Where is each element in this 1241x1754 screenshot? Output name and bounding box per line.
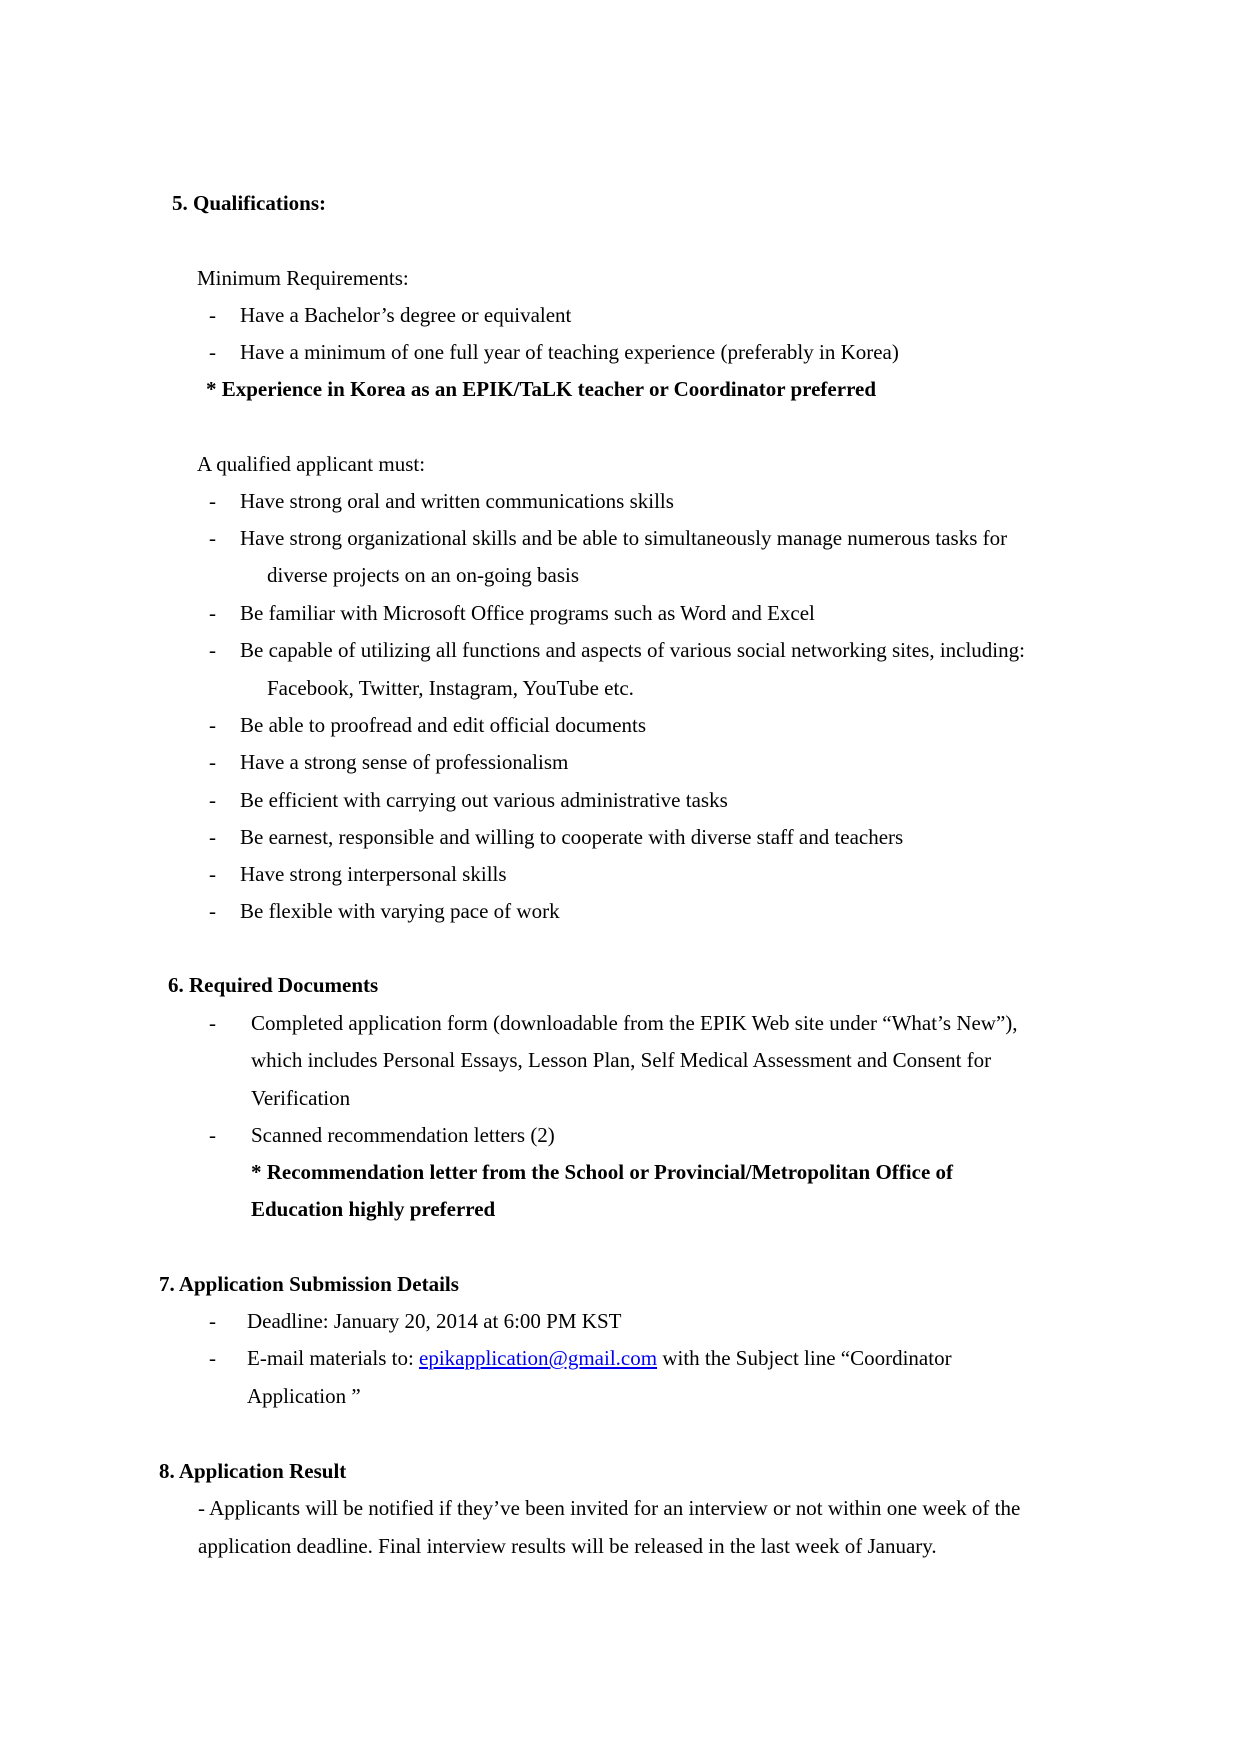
must-item-continuation: Facebook, Twitter, Instagram, YouTube etc. — [267, 676, 634, 700]
bullet-dash: - — [209, 638, 216, 662]
email-link[interactable]: epikapplication@gmail.com — [419, 1346, 658, 1370]
must-item-continuation: diverse projects on an on-going basis — [267, 563, 580, 587]
section-heading-required-documents: 6. Required Documents — [168, 973, 379, 997]
bullet-dash: - — [209, 303, 216, 327]
bullet-dash: - — [209, 1011, 216, 1035]
bullet-dash: - — [209, 788, 216, 812]
result-text-line: - Applicants will be notified if they’ve been invited for an interview or not within one week of the — [198, 1496, 1021, 1520]
section-heading-result: 8. Application Result — [159, 1459, 347, 1483]
qualified-applicant-label: A qualified applicant must: — [197, 452, 426, 476]
bullet-dash: - — [209, 899, 216, 923]
bullet-dash: - — [209, 601, 216, 625]
must-item: Be efficient with carrying out various administrative tasks — [240, 788, 728, 812]
bullet-dash: - — [209, 750, 216, 774]
recommendation-note: * Recommendation letter from the School or Provincial/Metropolitan Office of — [251, 1160, 954, 1184]
min-req-item: Have a minimum of one full year of teaching experience (preferably in Korea) — [240, 340, 899, 364]
min-req-item: Have a Bachelor’s degree or equivalent — [240, 303, 572, 327]
document-item-continuation: Verification — [251, 1086, 351, 1110]
bullet-dash: - — [209, 1309, 216, 1333]
bullet-dash: - — [209, 489, 216, 513]
section-heading-qualifications: 5. Qualifications: — [172, 191, 327, 215]
bullet-dash: - — [209, 862, 216, 886]
must-item: Have strong organizational skills and be able to simultaneously manage numerous tasks for — [240, 526, 1008, 550]
section-heading-submission: 7. Application Submission Details — [159, 1272, 459, 1296]
bullet-dash: - — [209, 340, 216, 364]
document-item-continuation: which includes Personal Essays, Lesson Plan, Self Medical Assessment and Consent for — [251, 1048, 992, 1072]
document-item: Scanned recommendation letters (2) — [251, 1123, 555, 1147]
bullet-dash: - — [209, 526, 216, 550]
email-prefix: E-mail materials to: — [247, 1346, 420, 1370]
must-item: Be familiar with Microsoft Office programs such as Word and Excel — [240, 601, 815, 625]
must-item: Be able to proofread and edit official documents — [240, 713, 647, 737]
bullet-dash: - — [209, 713, 216, 737]
email-instruction-continuation: Application ” — [247, 1384, 361, 1408]
bullet-dash: - — [209, 1346, 216, 1370]
email-suffix: with the Subject line “Coordinator — [657, 1346, 952, 1370]
preferred-note: * Experience in Korea as an EPIK/TaLK teacher or Coordinator preferred — [206, 377, 877, 401]
bullet-dash: - — [209, 1123, 216, 1147]
must-item: Be capable of utilizing all functions and aspects of various social networking sites, including: — [240, 638, 1025, 662]
deadline-text: Deadline: January 20, 2014 at 6:00 PM KST — [247, 1309, 622, 1333]
must-item: Be earnest, responsible and willing to cooperate with diverse staff and teachers — [240, 825, 904, 849]
document-item: Completed application form (downloadable from the EPIK Web site under “What’s New”), — [251, 1011, 1018, 1035]
must-item: Have a strong sense of professionalism — [240, 750, 569, 774]
result-text-line: application deadline. Final interview results will be released in the last week of January. — [198, 1534, 937, 1558]
minimum-requirements-label: Minimum Requirements: — [197, 266, 409, 290]
bullet-dash: - — [209, 825, 216, 849]
must-item: Have strong oral and written communications skills — [240, 489, 674, 513]
email-instruction — [247, 1345, 952, 1371]
must-item: Have strong interpersonal skills — [240, 862, 507, 886]
must-item: Be flexible with varying pace of work — [240, 899, 560, 923]
recommendation-note-continuation: Education highly preferred — [251, 1197, 496, 1221]
